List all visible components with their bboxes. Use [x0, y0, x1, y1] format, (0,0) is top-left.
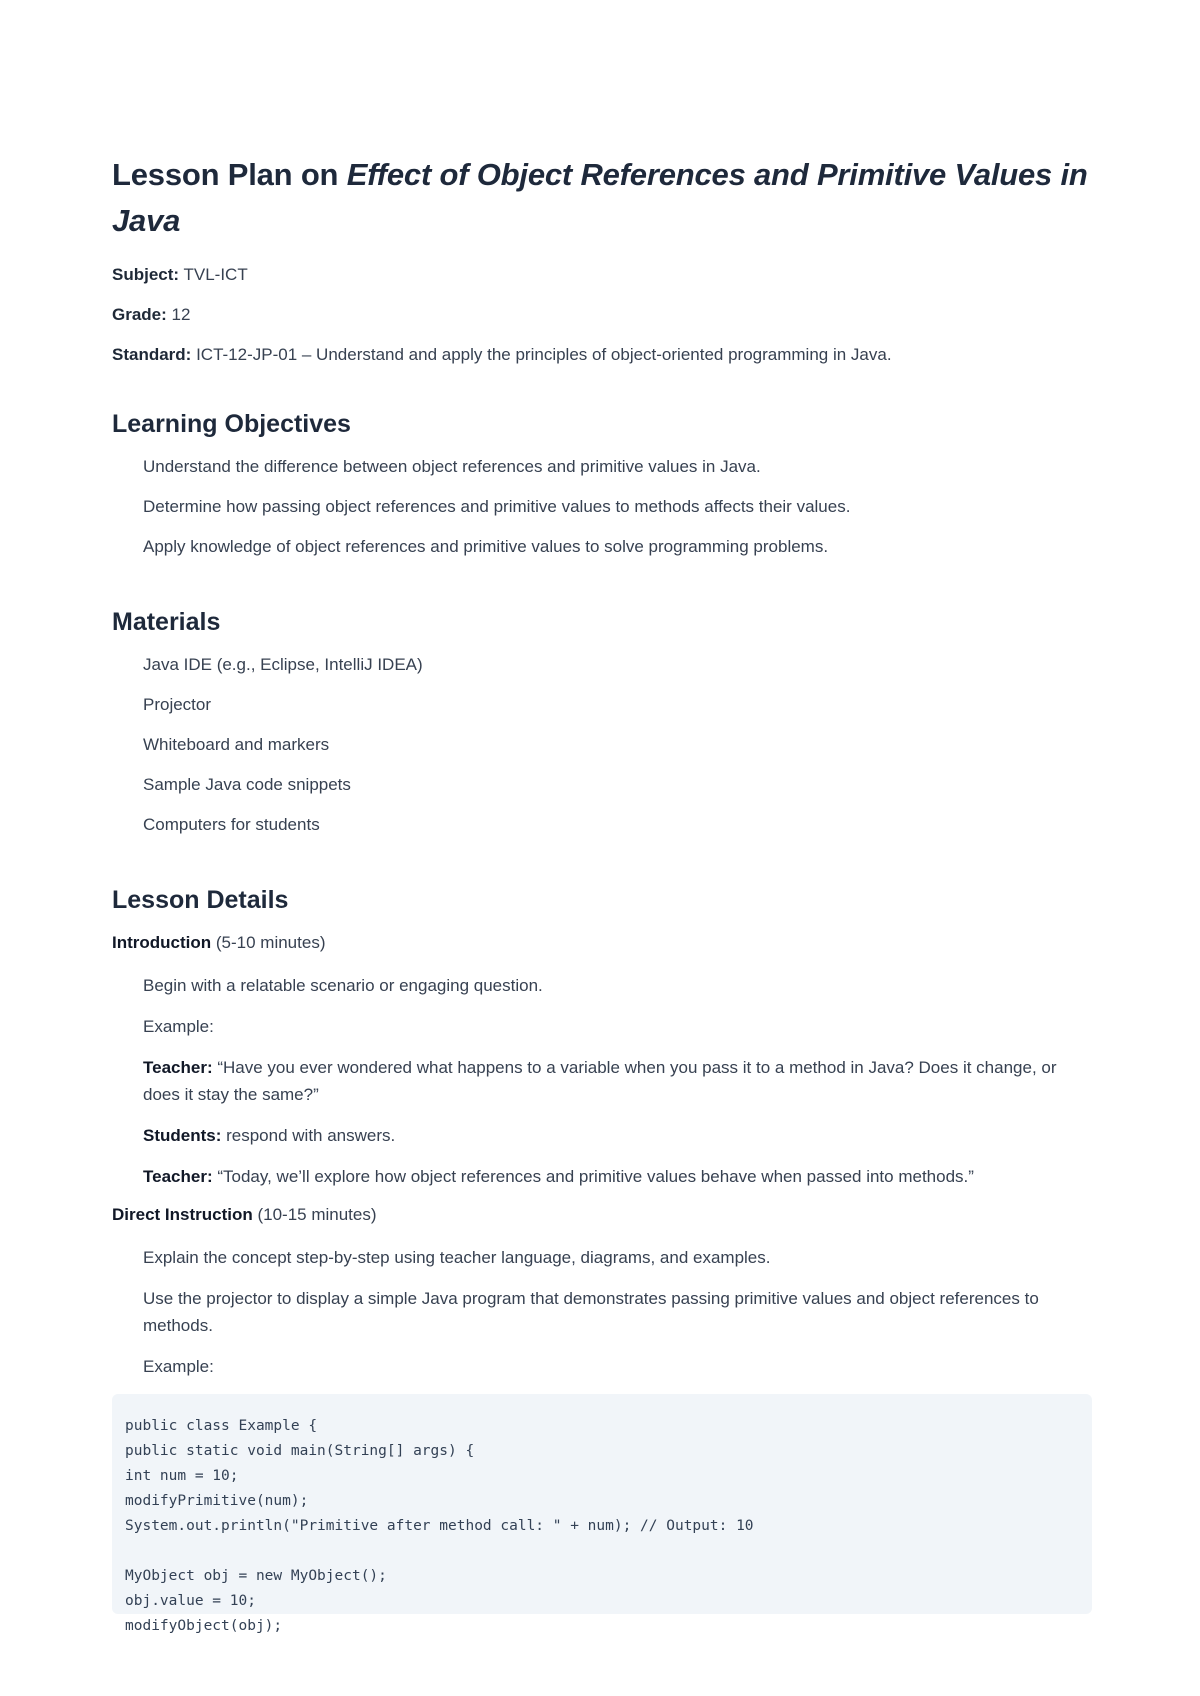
direct-paragraph-2: Use the projector to display a simple Java program that demonstrates passing primitive values and object references to methods.	[143, 1289, 1039, 1335]
intro-example-label: Example:	[143, 1017, 214, 1036]
lesson-plan-page	[112, 152, 1092, 1634]
subject-line	[112, 264, 1092, 286]
students-label: Students:	[143, 1126, 222, 1145]
material-item: Java IDE (e.g., Eclipse, IntelliJ IDEA)	[143, 655, 423, 674]
intro-paragraph: Begin with a relatable scenario or engaging question.	[143, 976, 543, 995]
standard-label: Standard:	[112, 345, 192, 364]
standard-value: ICT-12-JP-01 – Understand and apply the principles of object-oriented programming in Java.	[191, 345, 892, 364]
standard-line	[112, 344, 1092, 366]
direct-instruction-duration: (10-15 minutes)	[252, 1205, 377, 1224]
teacher-label: Teacher:	[143, 1058, 213, 1077]
direct-instruction-subheading	[112, 1204, 1092, 1226]
lesson-details-heading: Lesson Details	[112, 886, 289, 914]
teacher-text: “Have you ever wondered what happens to a variable when you pass it to a method in Java? Does it change, or does it stay the same?”	[143, 1058, 1057, 1104]
direct-paragraph-1: Explain the concept step-by-step using teacher language, diagrams, and examples.	[143, 1248, 771, 1267]
material-item: Computers for students	[143, 815, 320, 834]
material-item: Projector	[143, 695, 212, 714]
material-item: Whiteboard and markers	[143, 735, 330, 754]
page-title	[112, 152, 1092, 244]
title-prefix: Lesson Plan on	[112, 157, 347, 192]
grade-value: 12	[166, 305, 191, 324]
subject-label: Subject:	[112, 265, 180, 284]
grade-label: Grade:	[112, 305, 167, 324]
materials-heading: Materials	[112, 608, 221, 636]
students-text: respond with answers.	[221, 1126, 396, 1145]
direct-instruction-label: Direct Instruction	[112, 1205, 253, 1224]
introduction-subheading	[112, 932, 1092, 954]
title-topic: Effect of Object References and Primitive Values in Java	[112, 157, 1088, 238]
code-snippet: public class Example { public static void main(String[] args) { int num = 10; modifyPrimitive(num); System.out.println("Primitive after method call: " + num); // Output: 10 MyObject obj = new MyObject(); obj.value = 10; modifyObject(obj);	[125, 1418, 754, 1634]
materials-list	[112, 654, 1092, 836]
objectives-list	[112, 456, 1092, 558]
introduction-label: Introduction	[112, 933, 212, 952]
students-response	[143, 1122, 1092, 1149]
objectives-heading: Learning Objectives	[112, 410, 351, 438]
objective-item: Determine how passing object references and primitive values to methods affects their values.	[143, 497, 851, 516]
material-item: Sample Java code snippets	[143, 775, 351, 794]
teacher-label: Teacher:	[143, 1167, 213, 1186]
objective-item: Understand the difference between object references and primitive values in Java.	[143, 457, 761, 476]
introduction-duration: (5-10 minutes)	[211, 933, 326, 952]
teacher-quote-1	[143, 1054, 1092, 1108]
objective-item: Apply knowledge of object references and primitive values to solve programming problems.	[143, 537, 829, 556]
teacher-text: “Today, we’ll explore how object references and primitive values behave when passed into methods.”	[212, 1167, 974, 1186]
subject-value: TVL-ICT	[179, 265, 248, 284]
direct-example-label: Example:	[143, 1357, 214, 1376]
code-block	[112, 1394, 1092, 1634]
teacher-quote-2	[143, 1163, 1092, 1190]
grade-line	[112, 304, 1092, 326]
